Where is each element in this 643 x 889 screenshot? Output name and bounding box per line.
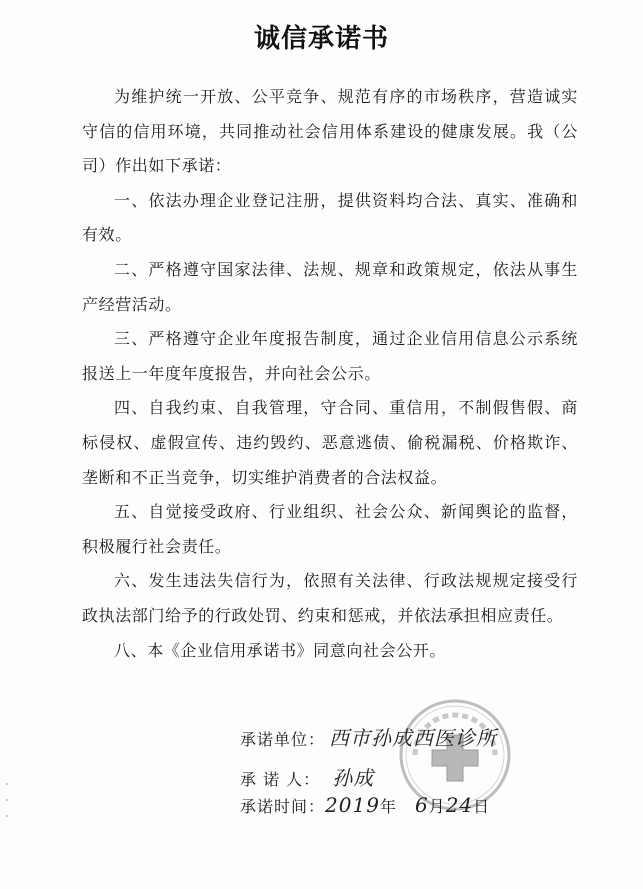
- signature-date-day-unit: 日: [473, 797, 491, 816]
- signature-date-row: [240, 793, 490, 817]
- signature-unit-handwritten: 西市孙成西医诊所: [329, 726, 498, 750]
- paragraph-intro: 为维护统一开放、公平竞争、规范有序的市场秩序，营造诚实守信的信用环境，共同推动社会信用体系建设的健康发展。我（公司）作出如下承诺：: [82, 87, 578, 176]
- signature-date-year-unit: 年: [379, 797, 397, 816]
- document-title: 诚信承诺书: [253, 24, 389, 54]
- scan-margin-marks: [4, 780, 10, 820]
- paragraph-2: 二、严格遵守国家法律、法规、规章和政策规定，依法从事生产经营活动。: [82, 259, 578, 314]
- document-body: [82, 80, 578, 668]
- signature-date-label: 承诺时间：: [240, 797, 326, 816]
- paragraph-6: 六、发生违法失信行为，依照有关法律、行政法规规定接受行政执法部门给予的行政处罚、约束和惩戒，并依法承担相应责任。: [82, 571, 578, 625]
- signature-person-handwritten: 孙成: [332, 766, 375, 790]
- signature-person-label: 承 诺 人：: [240, 770, 321, 789]
- signature-unit-row: [240, 722, 497, 751]
- paragraph-8: 八、本《企业信用承诺书》同意向社会公开。: [114, 640, 447, 660]
- paragraph-1: 一、依法办理企业登记注册，提供资料均合法、真实、准确和有效。: [82, 190, 578, 245]
- signature-person-row: [240, 762, 374, 791]
- signature-date-day: 24: [445, 793, 474, 817]
- signature-unit-label: 承诺单位：: [240, 730, 326, 749]
- signature-date-month-unit: 月: [428, 797, 446, 816]
- paragraph-4: 四、自我约束、自我管理，守合同、重信用，不制假售假、商标侵权、虚假宣传、违约毁约、恶意逃债、偷税漏税、价格欺诈、垄断和不正当竞争，切实维护消费者的合法权益。: [82, 398, 578, 487]
- signature-date-month: 6: [414, 793, 429, 817]
- signature-date-year: 2019: [325, 793, 380, 817]
- paragraph-5: 五、自觉接受政府、行业组织、社会公众、新闻舆论的监督，积极履行社会责任。: [82, 502, 578, 556]
- paragraph-3: 三、严格遵守企业年度报告制度，通过企业信用信息公示系统报送上一年度年度报告，并向社会公示。: [82, 329, 578, 383]
